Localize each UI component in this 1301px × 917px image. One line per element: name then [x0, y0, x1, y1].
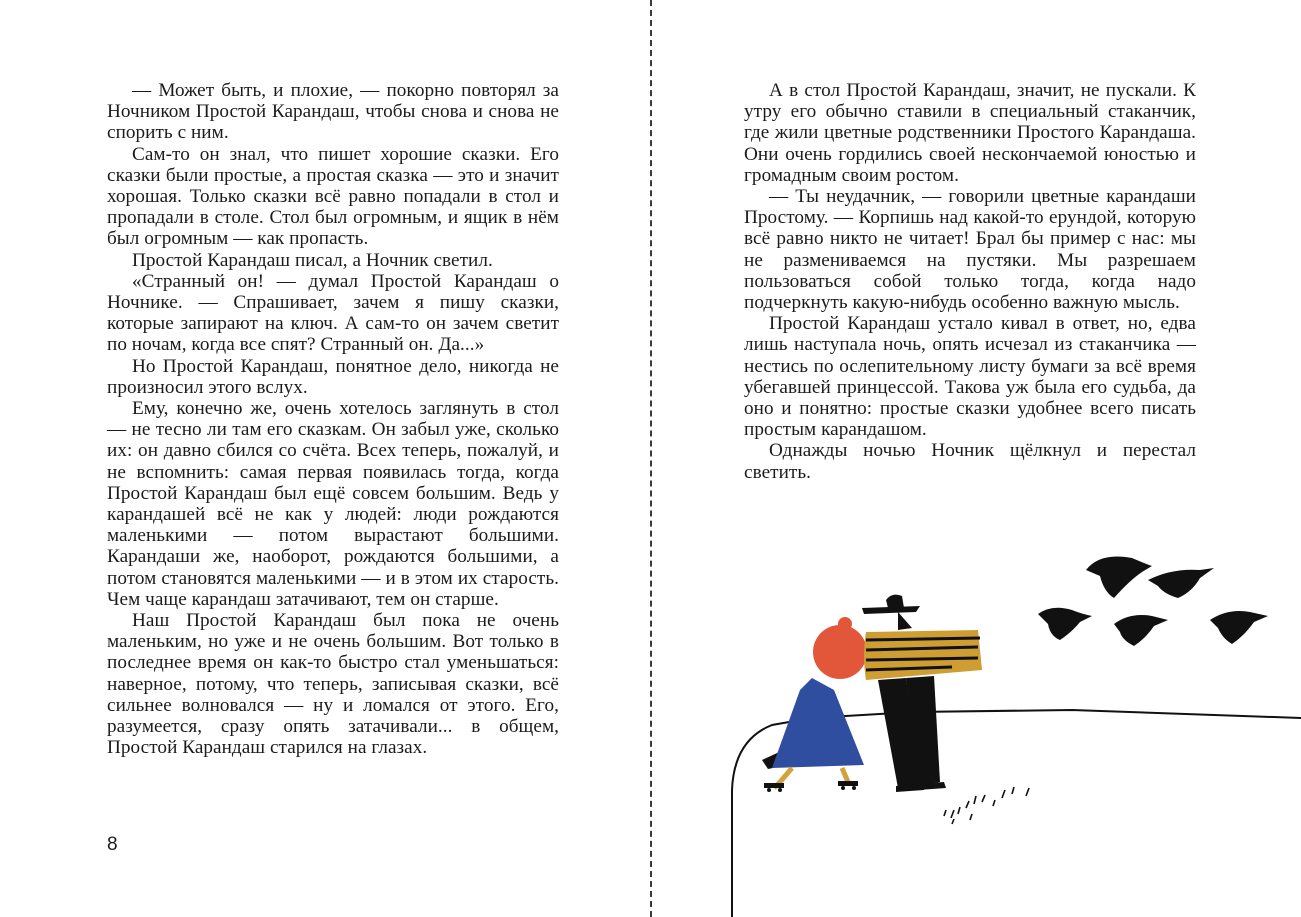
paragraph: Наш Простой Карандаш был пока не очень маленьким, но уже и не очень большим. Вот только в последнее время он как-то быстро стал уменьшаться: наверное, потому, что теперь, записывая сказки, всё сильнее волновался — ну и ломался от этого. Его, разумеется, сразу опять затачивали... в общем, Простой Карандаш старился на глазах. [107, 610, 559, 759]
page-number: 8 [107, 834, 118, 855]
man-figure [862, 595, 982, 792]
grass-tufts [944, 787, 1029, 824]
paragraph: — Ты неудачник, — говорили цветные карандаши Простому. — Корпишь над какой-то ерундой, которую всё равно никто не читает! Брал бы пример с нас: мы не размениваемся на пустяки. Мы разрешаем пользоваться собой только тогда, когда надо подчеркнуть какую-нибудь особенно важную мысль. [744, 186, 1196, 314]
paragraph: Однажды ночью Ночник щёлкнул и перестал светить. [744, 440, 1196, 483]
woman-hair [813, 625, 867, 679]
paragraph: Ему, конечно же, очень хотелось заглянуть в стол — не тесно ли там его сказкам. Он забыл уже, сколько их: он давно сбился со счёта. Всех теперь, пожалуй, и не вспомнить: самая первая появилась тогда, когда Простой Карандаш был ещё совсем большим. Ведь у карандашей всё не как у людей: люди рождаются маленькими — потом вырастают большими. Карандаши же, наоборот, рождаются большими, а потом становятся маленькими — и в этом их старость. Чем чаще карандаш затачивают, тем он старше. [107, 398, 559, 610]
paragraph: Но Простой Карандаш, понятное дело, никогда не произносил этого вслух. [107, 355, 559, 398]
man-neck [898, 612, 912, 630]
right-page [652, 0, 1301, 917]
right-page-text [744, 80, 1196, 483]
hat-crown [886, 595, 904, 608]
bird-icon [1114, 615, 1168, 646]
paragraph: — Может быть, и плохие, — покорно повторял за Ночником Простой Карандаш, чтобы снова и снова не спорить с ним. [107, 80, 559, 144]
paragraph: Простой Карандаш устало кивал в ответ, но, едва лишь наступала ночь, опять исчезал из стаканчика — нестись по ослепительному листу бумаги за всё время убегавшей принцессой. Такова уж была его судьба, да оно и понятно: простые сказки удобнее всего писать простым карандашом. [744, 313, 1196, 441]
paragraph: Простой Карандаш писал, а Ночник светил. [132, 249, 493, 271]
bird-icon [1086, 557, 1152, 599]
left-page-text [107, 80, 559, 759]
paragraph: «Странный он! — думал Простой Карандаш о Ночнике. — Спрашивает, зачем я пишу сказки, которые запирают на ключ. А сам-то он зачем светит по ночам, когда все спят? Странный он. Да...» [107, 270, 559, 356]
bird-icon [1210, 611, 1268, 644]
paragraph: А в стол Простой Карандаш, значит, не пускали. К утру его обычно ставили в специальный стаканчик, где жили цветные родственники Простого Карандаша. Они очень гордились своей нескончаемой юностью и громадным своим ростом. [744, 80, 1196, 186]
bird-icon [1148, 568, 1214, 598]
woman-figure [762, 617, 867, 792]
paragraph: Сам-то он знал, что пишет хорошие сказки. Его сказки были простые, а простая сказка — это и значит хорошая. Только сказки всё равно попадали в стол и пропадали в столе. Стол был огромным, и ящик в нём был огромным — как пропасть. [107, 143, 559, 250]
couple-and-birds-illustration [652, 540, 1301, 917]
bird-icon [1038, 608, 1092, 640]
woman-hair-bun [838, 617, 852, 631]
flying-birds [1038, 557, 1268, 647]
